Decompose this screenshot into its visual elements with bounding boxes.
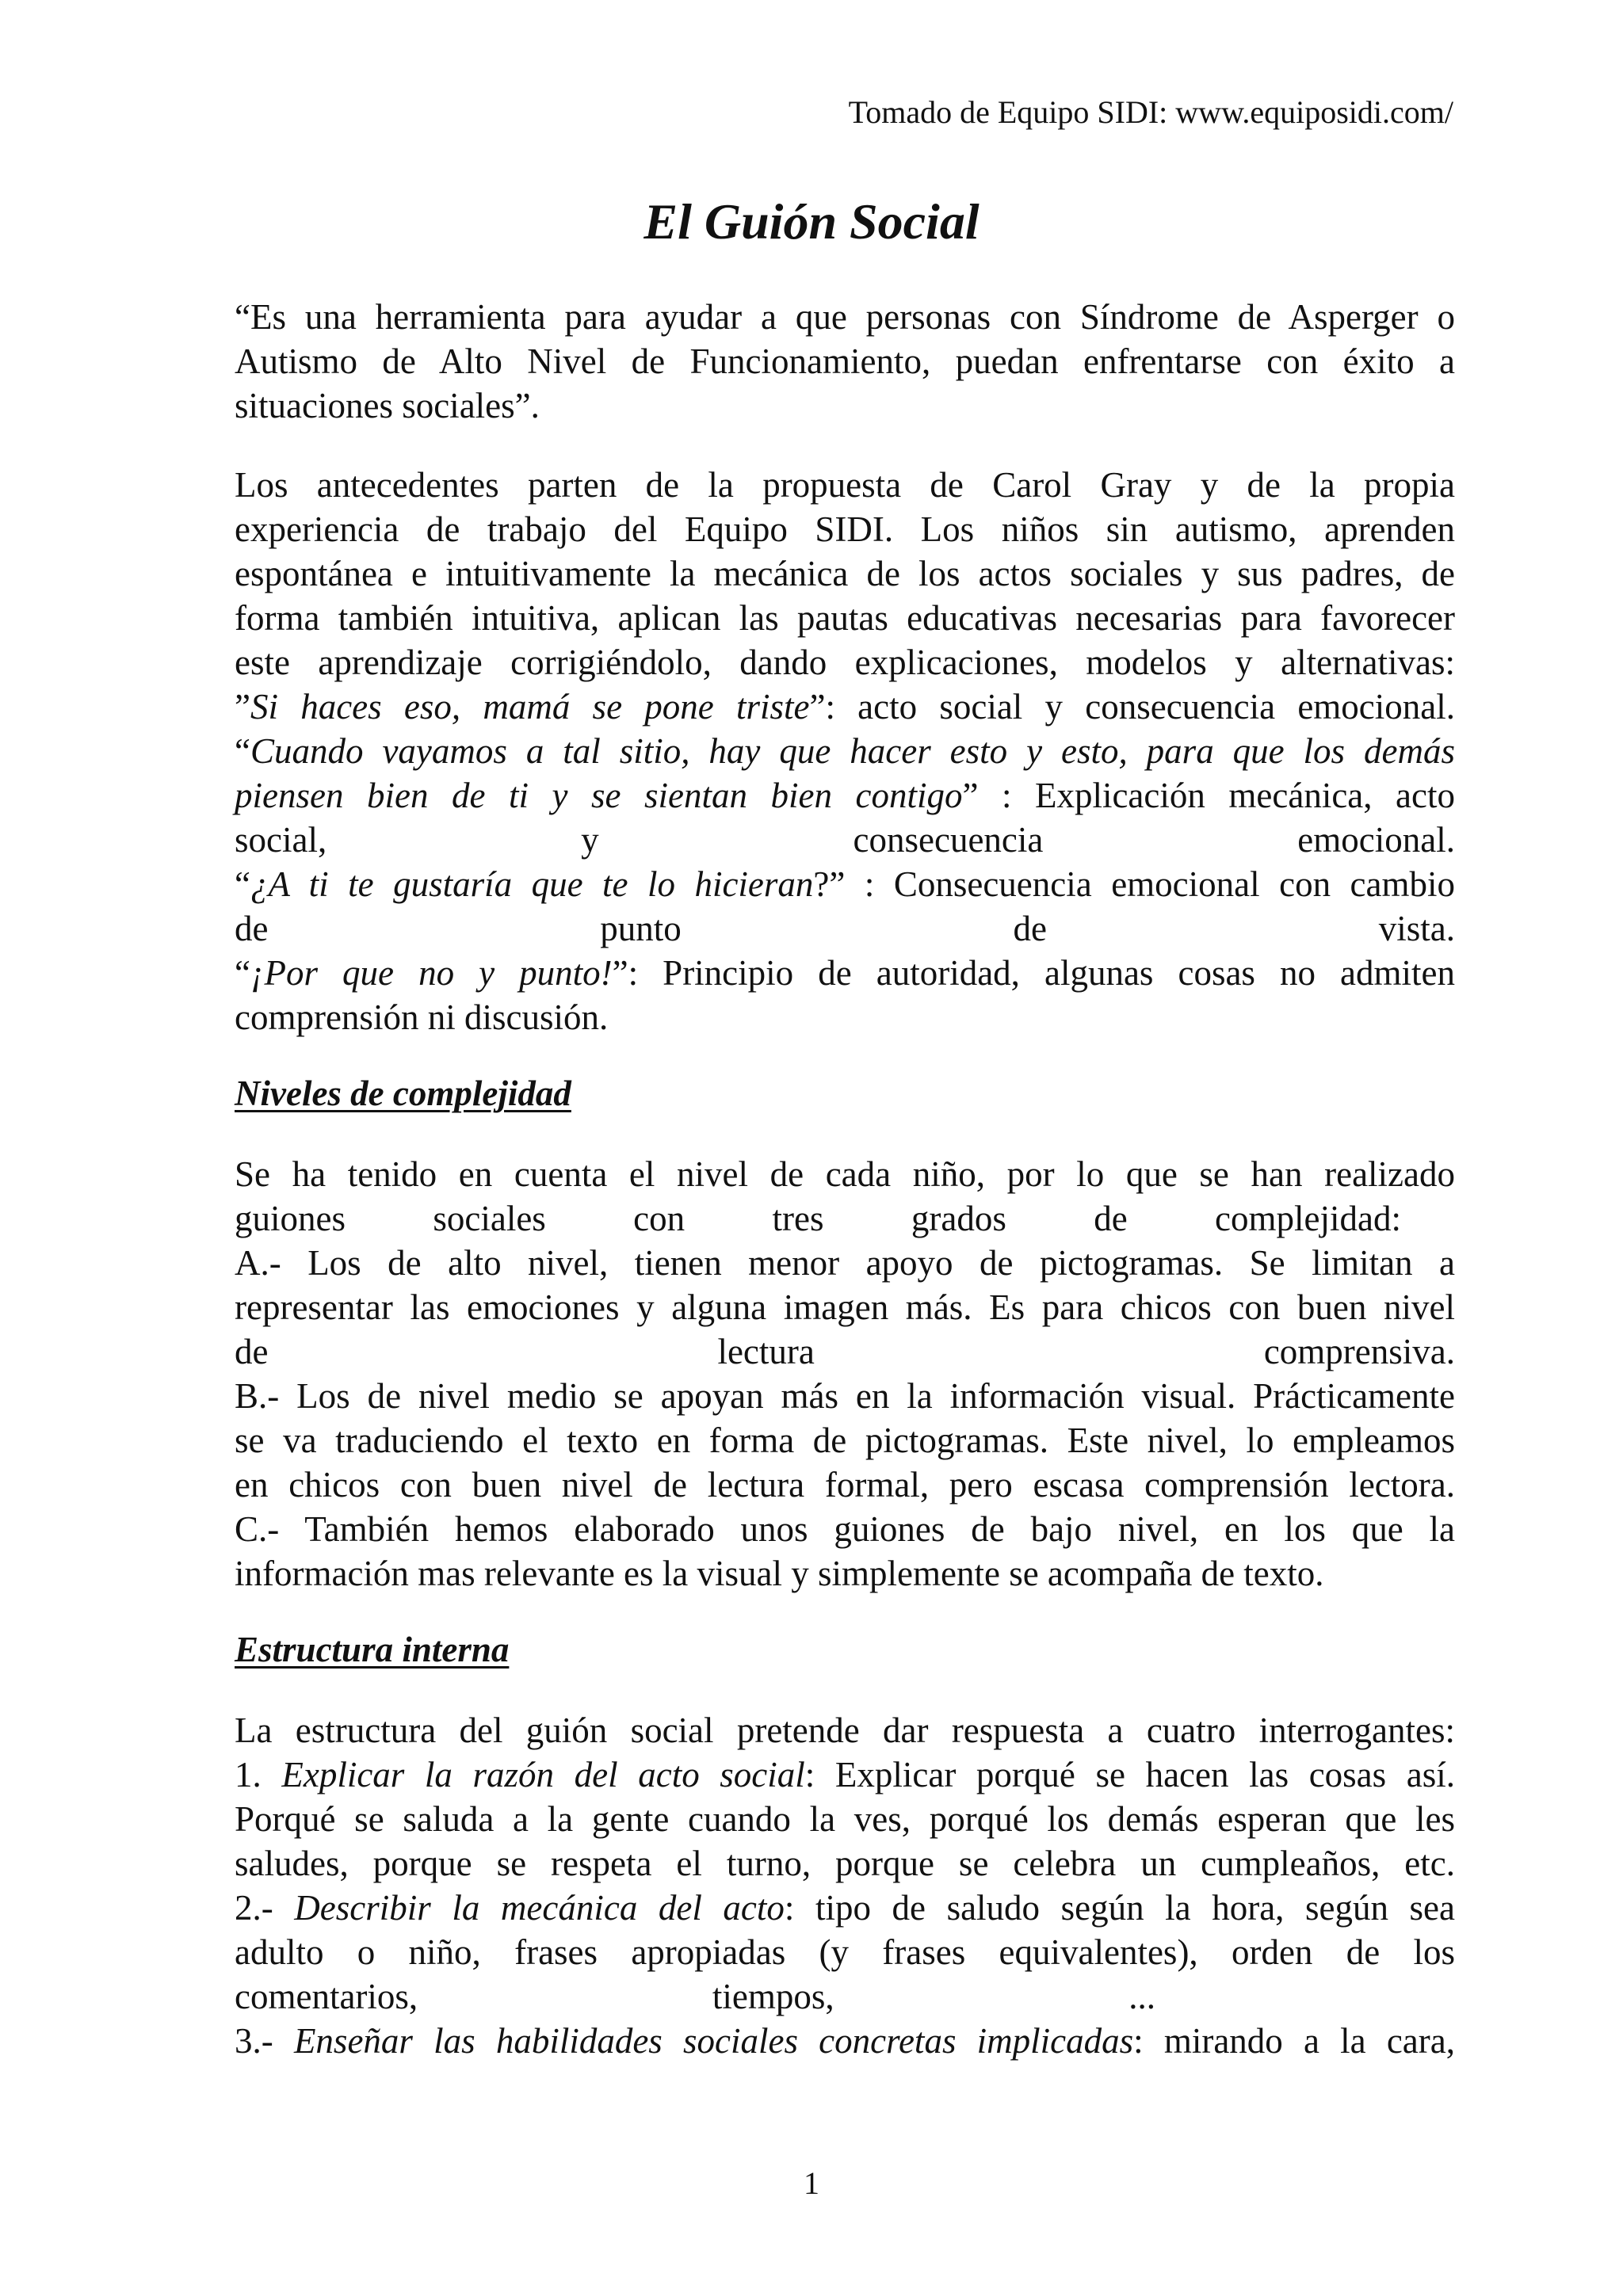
text-line: experiencia de trabajo del Equipo SIDI. Los niños sin autismo, aprenden bbox=[235, 509, 1455, 549]
text-line bbox=[235, 2019, 1455, 2063]
italic-term: Describir la mecánica del acto bbox=[294, 1888, 785, 1928]
estructura-paragraph bbox=[235, 1708, 1455, 2063]
text-line: espontánea e intuitivamente la mecánica de los actos sociales y sus padres, de bbox=[235, 554, 1455, 593]
text-line: situaciones sociales”. bbox=[235, 386, 540, 425]
word: guiones bbox=[235, 1199, 346, 1238]
text-line: Autismo de Alto Nivel de Funcionamiento, puedan enfrentarse con éxito a bbox=[235, 341, 1455, 381]
text-fragment: ” : Explicación mecánica, acto bbox=[962, 776, 1455, 815]
word: con bbox=[633, 1199, 685, 1238]
text-line: “Es una herramienta para ayudar a que personas con Síndrome de Asperger o bbox=[235, 297, 1455, 337]
text-fragment: “ bbox=[235, 731, 250, 771]
italic-example: ¿A ti te gustaría que te lo hicieran bbox=[250, 864, 814, 904]
text-line: C.- También hemos elaborado unos guiones de bajo nivel, en los que la bbox=[235, 1509, 1455, 1549]
text-line bbox=[235, 1886, 1455, 1930]
text-line bbox=[235, 1753, 1455, 1797]
text-line: información mas relevante es la visual y simplemente se acompaña de texto. bbox=[235, 1554, 1324, 1593]
text-fragment: “ bbox=[235, 864, 250, 904]
word: lectura bbox=[717, 1332, 815, 1371]
italic-term: Enseñar las habilidades sociales concretas implicadas bbox=[293, 2021, 1134, 2061]
text-line: representar las emociones y alguna imagen más. Es para chicos con buen nivel bbox=[235, 1287, 1455, 1327]
word: y bbox=[581, 820, 599, 860]
italic-term: Explicar la razón del acto social bbox=[281, 1755, 805, 1794]
word: grados bbox=[911, 1199, 1006, 1238]
page-number: 1 bbox=[804, 2165, 819, 2201]
text-line: B.- Los de nivel medio se apoyan más en la información visual. Prácticamente bbox=[235, 1376, 1455, 1416]
text-line: Porqué se saluda a la gente cuando la ves, porqué los demás esperan que les bbox=[235, 1799, 1455, 1839]
word: tres bbox=[772, 1199, 824, 1238]
word: punto bbox=[600, 909, 682, 948]
text-line: este aprendizaje corrigiéndolo, dando explicaciones, modelos y alternativas: bbox=[235, 643, 1455, 682]
word: social, bbox=[235, 820, 327, 860]
text-line bbox=[235, 773, 1455, 818]
word: emocional. bbox=[1297, 820, 1455, 860]
word: tiempos, bbox=[712, 1977, 834, 2016]
text-fragment: 3.- bbox=[235, 2021, 294, 2061]
text-fragment: ?” : Consecuencia emocional con cambio bbox=[813, 864, 1455, 904]
word: de bbox=[1013, 909, 1047, 948]
text-line: se va traduciendo el texto en forma de pictogramas. Este nivel, lo empleamos bbox=[235, 1421, 1455, 1460]
word: de bbox=[235, 909, 269, 948]
word: vista. bbox=[1378, 909, 1455, 948]
word: consecuencia bbox=[853, 820, 1044, 860]
text-fragment: 1. bbox=[235, 1755, 282, 1794]
antecedentes-paragraph bbox=[235, 463, 1455, 1039]
text-line: A.- Los de alto nivel, tienen menor apoyo de pictogramas. Se limitan a bbox=[235, 1243, 1455, 1283]
section-heading-estructura: Estructura interna bbox=[235, 1630, 510, 1669]
word: ... bbox=[1128, 1977, 1155, 2016]
italic-example: ¡Por que no y punto! bbox=[250, 953, 613, 993]
text-line: Los antecedentes parten de la propuesta de Carol Gray y de la propia bbox=[235, 465, 1455, 505]
text-fragment: ” bbox=[235, 687, 250, 727]
text-line: saludes, porque se respeta el turno, porque se celebra un cumpleaños, etc. bbox=[235, 1844, 1455, 1883]
spread-line bbox=[235, 1329, 1455, 1374]
text-fragment: : tipo de saludo según la hora, según sea bbox=[784, 1888, 1455, 1928]
spread-line bbox=[235, 1196, 1455, 1241]
text-fragment: 2.- bbox=[235, 1888, 295, 1928]
text-line: adulto o niño, frases apropiadas (y frases equivalentes), orden de los bbox=[235, 1932, 1455, 1972]
text-line: Se ha tenido en cuenta el nivel de cada niño, por lo que se han realizado bbox=[235, 1154, 1455, 1194]
text-line: La estructura del guión social pretende dar respuesta a cuatro interrogantes: bbox=[235, 1711, 1455, 1750]
document-title: El Guión Social bbox=[643, 193, 980, 250]
text-line: comprensión ni discusión. bbox=[235, 997, 609, 1037]
word: comprensiva. bbox=[1263, 1332, 1455, 1371]
text-line: forma también intuitiva, aplican las pautas educativas necesarias para favorecer bbox=[235, 598, 1455, 638]
word: de bbox=[1094, 1199, 1128, 1238]
italic-example: piensen bien de ti y se sientan bien contigo bbox=[235, 776, 963, 815]
word: comentarios, bbox=[235, 1977, 418, 2016]
section-heading-niveles: Niveles de complejidad bbox=[235, 1074, 571, 1113]
word: sociales bbox=[433, 1199, 546, 1238]
text-line: en chicos con buen nivel de lectura formal, pero escasa comprensión lectora. bbox=[235, 1465, 1455, 1505]
spread-line bbox=[235, 818, 1455, 862]
text-line bbox=[235, 862, 1455, 906]
text-line bbox=[235, 729, 1455, 773]
text-fragment: ”: Principio de autoridad, algunas cosas no admiten bbox=[612, 953, 1456, 993]
text-line bbox=[235, 685, 1455, 729]
text-fragment: “ bbox=[235, 953, 250, 993]
text-line bbox=[235, 951, 1455, 995]
spread-line bbox=[235, 906, 1455, 951]
niveles-paragraph bbox=[235, 1152, 1455, 1596]
word: complejidad: bbox=[1215, 1199, 1401, 1238]
text-fragment: : mirando a la cara, bbox=[1133, 2021, 1455, 2061]
text-fragment: ”: acto social y consecuencia emocional. bbox=[809, 687, 1455, 727]
spread-line bbox=[235, 1974, 1455, 2019]
italic-example: Si haces eso, mamá se pone triste bbox=[250, 687, 810, 727]
source-header: Tomado de Equipo SIDI: www.equiposidi.com/ bbox=[848, 94, 1453, 130]
text-fragment: : Explicar porqué se hacen las cosas así. bbox=[804, 1755, 1455, 1794]
word: de bbox=[235, 1332, 269, 1371]
italic-example: Cuando vayamos a tal sitio, hay que hacer esto y esto, para que los demás bbox=[250, 731, 1455, 771]
intro-paragraph bbox=[235, 295, 1455, 428]
